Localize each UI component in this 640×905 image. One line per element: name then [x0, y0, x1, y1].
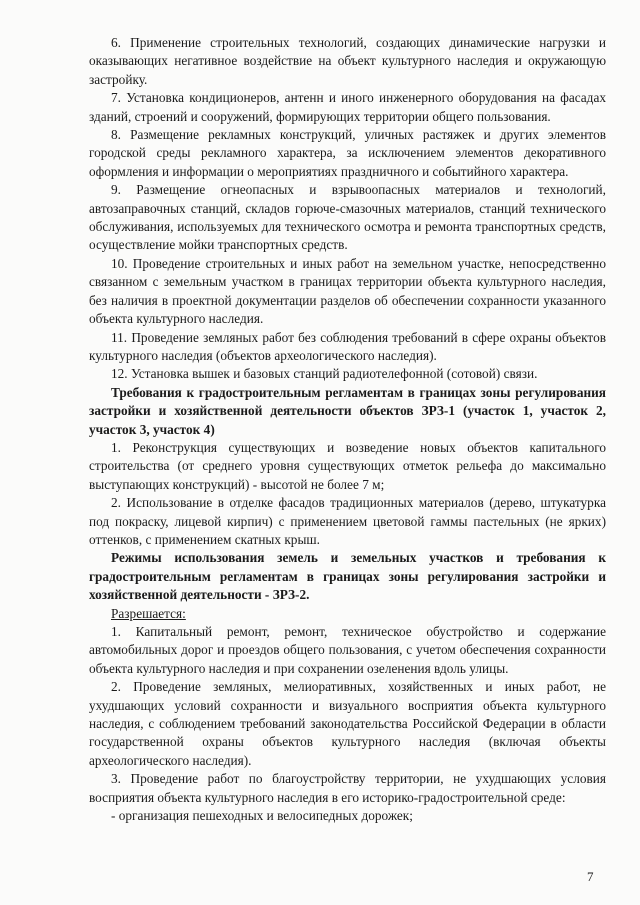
paragraph-item-9: 9. Размещение огнеопасных и взрывоопасных материалов и технологий, автозаправочных станций, складов горюче-смазочных материалов, станций технического обслуживания, используемых для технического осмотра и ремонта транспортных средств, осуществление мойки транспортных средств.: [89, 182, 606, 253]
paragraph-item-12: 12. Установка вышек и базовых станций радиотелефонной (сотовой) связи.: [111, 366, 538, 382]
zrz1-item-1: 1. Реконструкция существующих и возведение новых объектов капитального строительства (от среднего уровня существующих отметок рельефа до максимально выступающих конструкций) - высотой не более 7 м;: [89, 439, 606, 492]
allowed-label: Разрешается:: [111, 605, 186, 621]
zrz2-item-2: 2. Проведение земляных, мелиоративных, хозяйственных и иных работ, не ухудшающих условий сохранности и визуального восприятия объекта культурного наследия, с соблюдением требований законодательства Российской Федерации в области государственной охраны объектов культурного наследия (включая объекты археологического наследия).: [89, 679, 606, 768]
zrz2-item-3: 3. Проведение работ по благоустройству территории, не ухудшающих условия восприятия объекта культурного наследия в его историко-градостроительной среде:: [89, 771, 606, 805]
zrz1-item-2: 2. Использование в отделке фасадов традиционных материалов (дерево, штукатурка под покраску, лицевой кирпич) с применением цветовой гаммы пастельных (не ярких) оттенков, с применением скатных крыш.: [89, 495, 606, 547]
paragraph-item-10: 10. Проведение строительных и иных работ на земельном участке, непосредственно связанном с земельным участком в границах территории объекта культурного наследия, без наличия в проектной документации разделов об обеспечении сохранности указанного объекта культурного наследия.: [89, 255, 606, 327]
paragraph-item-11: 11. Проведение земляных работ без соблюдения требований в сфере охраны объектов культурного наследия (объектов археологического наследия).: [89, 329, 606, 363]
zrz2-subitem-dash: - организация пешеходных и велосипедных дорожек;: [111, 808, 413, 824]
allowed-label-row: [89, 605, 606, 623]
paragraph-item-6: 6. Применение строительных технологий, создающих динамические нагрузки и оказывающих негативное воздействие на объект культурного наследия и окружающую застройку.: [89, 35, 606, 87]
zrz2-item-1: 1. Капитальный ремонт, ремонт, техническое обустройство и содержание автомобильных дорог и проездов общего пользования, с учетом обеспечения сохранности объекта культурного наследия и при сохранении озеленения вдоль улицы.: [89, 624, 606, 676]
section-heading-zrz2: Режимы использования земель и земельных участков и требования к градостроительным регламентам в границах зоны регулирования застройки и хозяйственной деятельности - ЗРЗ-2.: [89, 550, 606, 603]
section-heading-zrz1: Требования к градостроительным регламентам в границах зоны регулирования застройки и хозяйственной деятельности объектов ЗРЗ-1 (участок 1, участок 2, участок 3, участок 4): [89, 384, 606, 437]
paragraph-item-7: 7. Установка кондиционеров, антенн и иного инженерного оборудования на фасадах зданий, строений и сооружений, формирующих территории общего пользования.: [89, 90, 606, 124]
document-body: [89, 34, 606, 825]
page-number: 7: [587, 869, 594, 884]
paragraph-item-8: 8. Размещение рекламных конструкций, уличных растяжек и других элементов городской среды рекламного характера, за исключением элементов декоративного оформления и информации о мероприятиях праздничного и событийного характера.: [89, 127, 606, 179]
